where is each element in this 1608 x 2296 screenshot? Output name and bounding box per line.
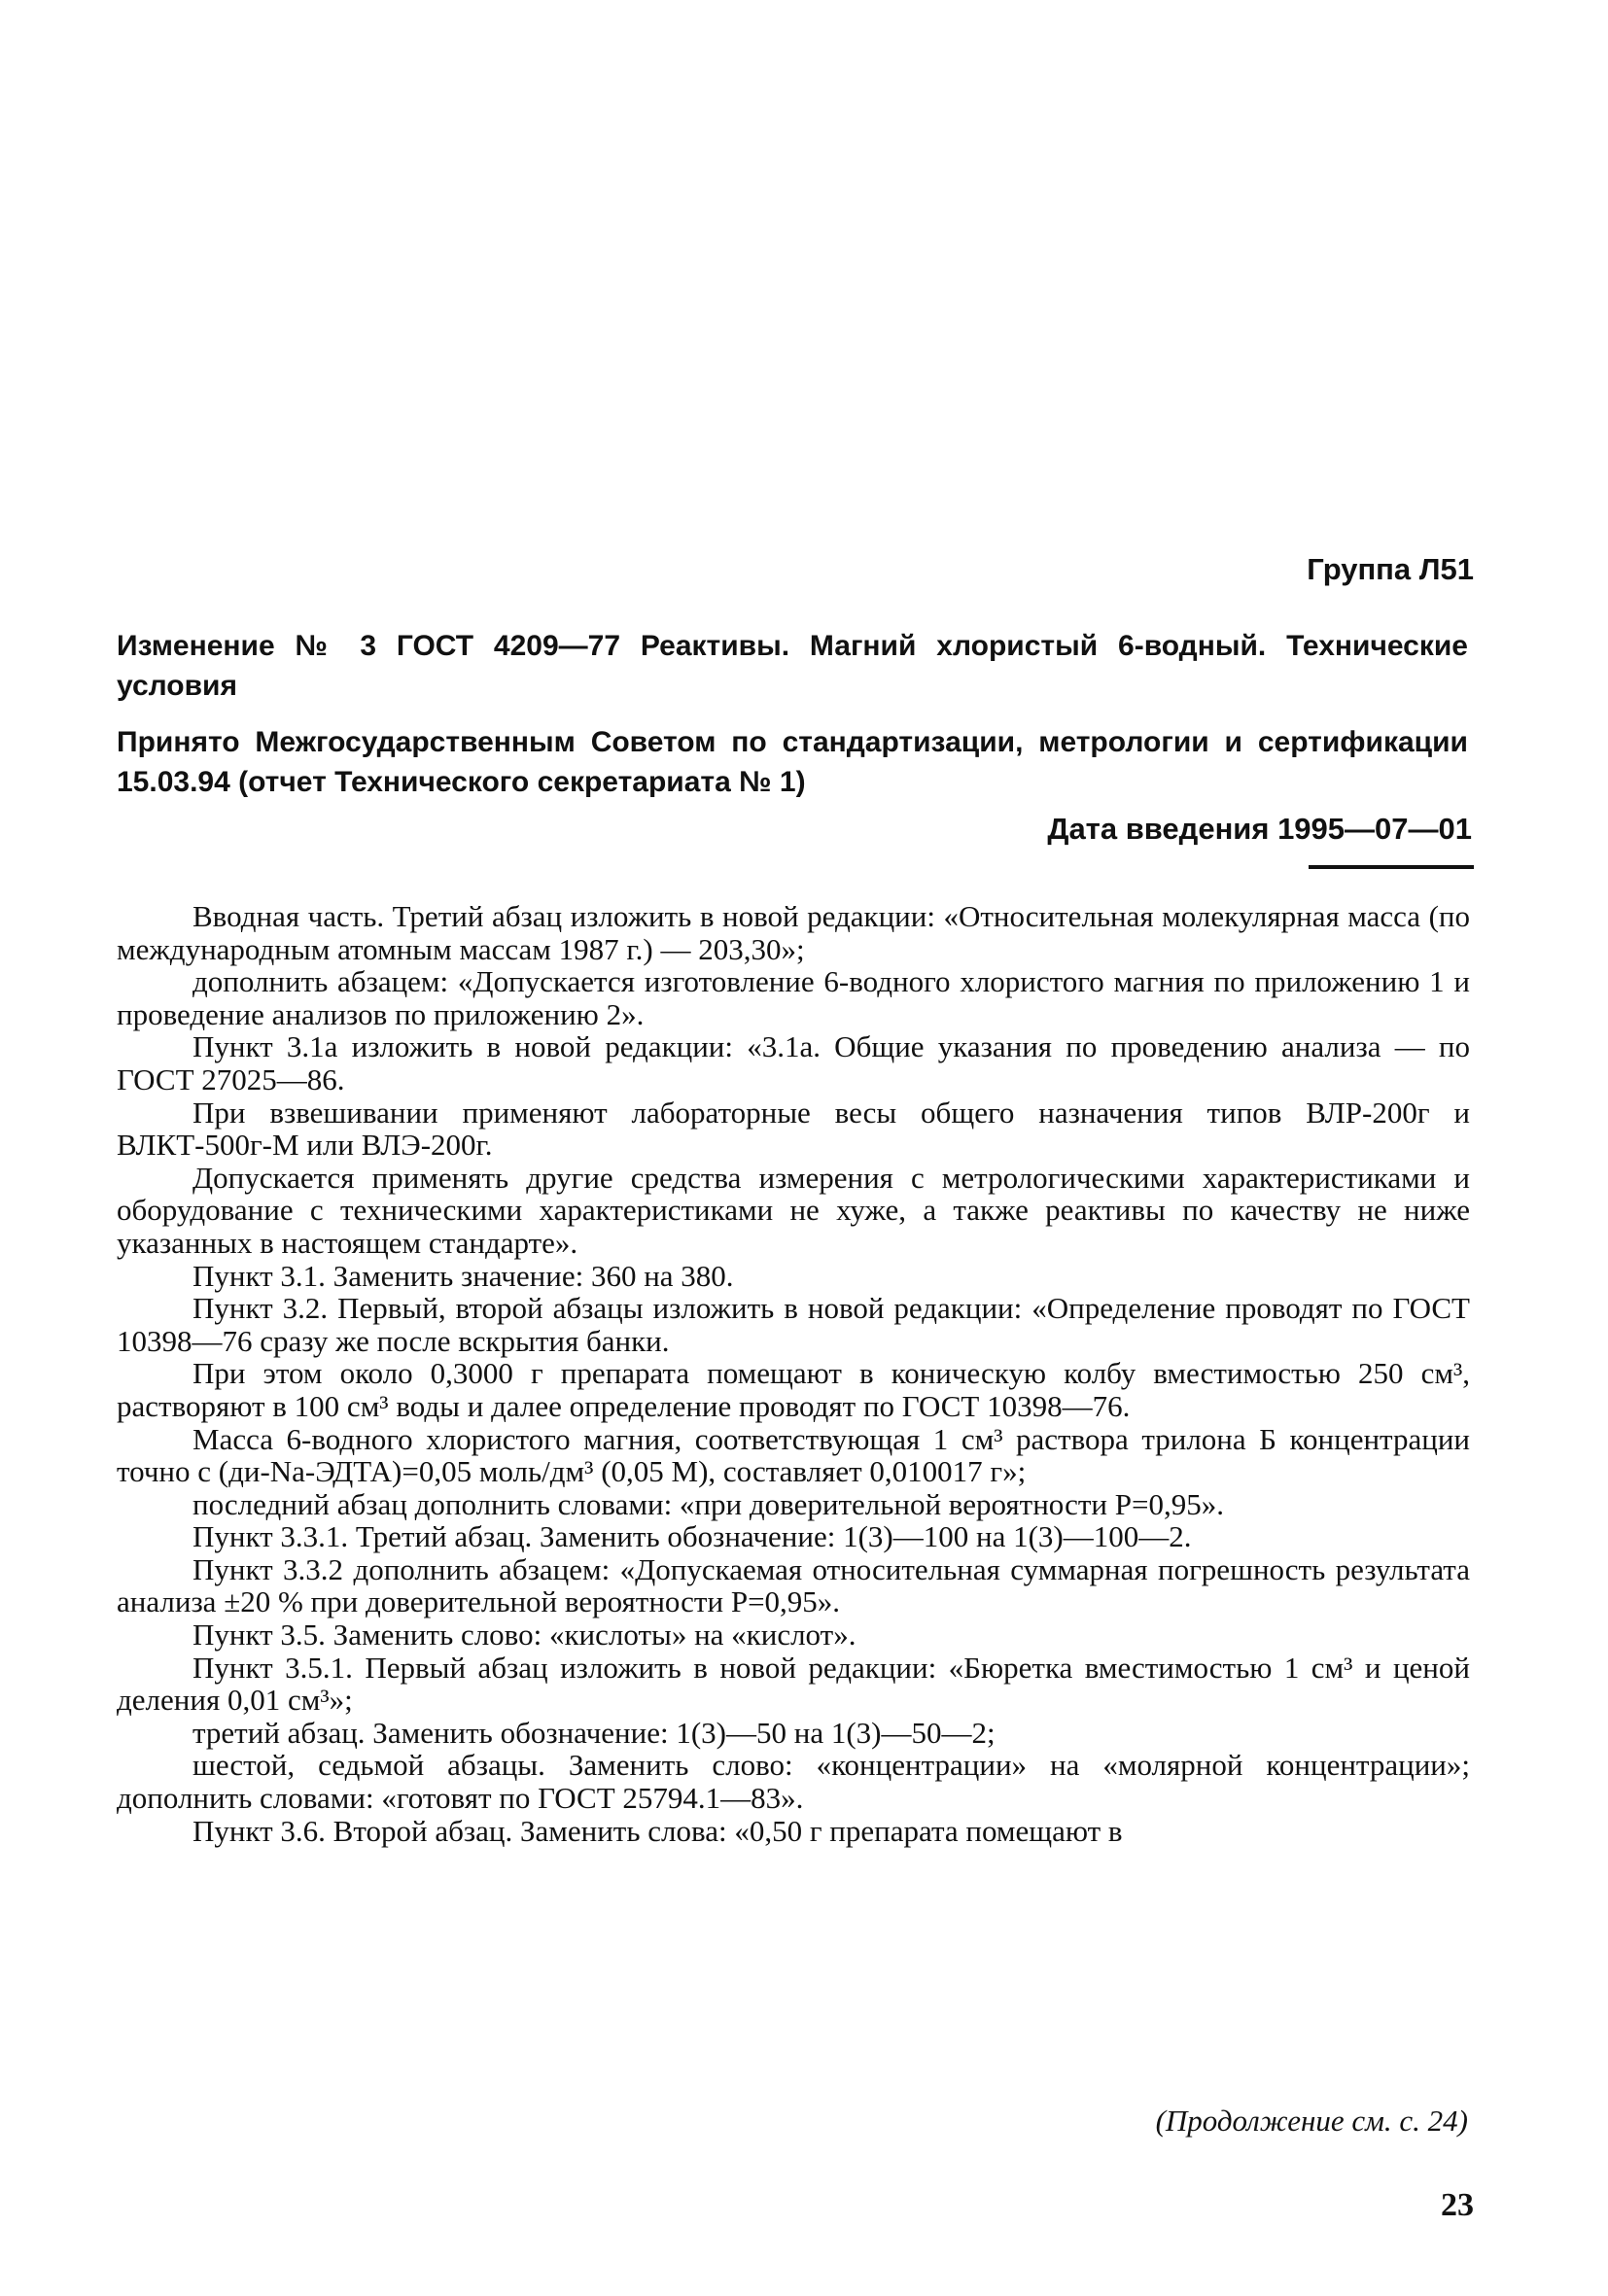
paragraph: Пункт 3.3.2 дополнить абзацем: «Допускаемая относительная суммарная погрешность результата анализа ±20 % при доверительной вероятности Р=0,95».: [117, 1551, 1470, 1619]
paragraph: Вводная часть. Третий абзац изложить в новой редакции: «Относительная молекулярная масса (по международным атомным массам 1987 г.) — 203,30»;: [117, 899, 1470, 966]
change-title: Изменение № 3 ГОСТ 4209—77 Реактивы. Магний хлористый 6-водный. Технические условия: [117, 630, 1468, 702]
adoption-statement: Принято Межгосударственным Советом по стандартизации, метрологии и сертификации 15.03.94 (отчет Технического секретариата № 1): [117, 726, 1468, 798]
paragraph: Пункт 3.5.1. Первый абзац изложить в новой редакции: «Бюретка вместимостью 1 см³ и ценой деления 0,01 см³»;: [117, 1650, 1470, 1718]
introduction-date: Дата введения 1995—07—01: [1047, 812, 1472, 846]
paragraph: Пункт 3.1. Заменить значение: 360 на 380.: [192, 1258, 734, 1293]
continuation-note: (Продолжение см. с. 24): [1155, 2104, 1468, 2138]
date-underline: [1309, 865, 1474, 869]
paragraph: Пункт 3.1а изложить в новой редакции: «3.1а. Общие указания по проведению анализа — по ГОСТ 27025—86.: [117, 1029, 1470, 1096]
paragraph: При этом около 0,3000 г препарата помещают в коническую колбу вместимостью 250 см³, растворяют в 100 см³ воды и далее определение проводят по ГОСТ 10398—76.: [117, 1356, 1470, 1423]
document-body: [117, 900, 1470, 1847]
paragraph: последний абзац дополнить словами: «при доверительной вероятности Р=0,95».: [192, 1486, 1224, 1521]
page-number: 23: [1441, 2187, 1474, 2223]
paragraph: дополнить абзацем: «Допускается изготовление 6-водного хлористого магния по приложению 1 и проведение анализов по приложению 2».: [117, 964, 1470, 1031]
group-label: Группа Л51: [1307, 552, 1474, 586]
paragraph: Допускается применять другие средства измерения с метрологическими характеристиками и оборудование с техническими характеристиками не хуже, а также реактивы по качеству не ниже указанных в настоящем стандарте».: [117, 1160, 1470, 1260]
paragraph: Масса 6-водного хлористого магния, соответствующая 1 см³ раствора трилона Б концентрации точно с (ди-Na-ЭДТА)=0,05 моль/дм³ (0,05 М), составляет 0,010017 г»;: [117, 1421, 1470, 1489]
paragraph: третий абзац. Заменить обозначение: 1(3)—50 на 1(3)—50—2;: [192, 1715, 996, 1750]
paragraph: Пункт 3.6. Второй абзац. Заменить слова: «0,50 г препарата помещают в: [192, 1813, 1123, 1848]
paragraph: Пункт 3.2. Первый, второй абзацы изложить в новой редакции: «Определение проводят по ГОСТ 10398—76 сразу же после вскрытия банки.: [117, 1291, 1470, 1358]
paragraph: При взвешивании применяют лабораторные весы общего назначения типов ВЛР-200г и ВЛКТ-500г-М или ВЛЭ-200г.: [117, 1095, 1470, 1163]
paragraph: шестой, седьмой абзацы. Заменить слово: «концентрации» на «молярной концентрации»; дополнить словами: «готовят по ГОСТ 25794.1—83».: [117, 1748, 1470, 1816]
paragraph: Пункт 3.5. Заменить слово: «кислоты» на «кислот».: [192, 1618, 856, 1652]
paragraph: Пункт 3.3.1. Третий абзац. Заменить обозначение: 1(3)—100 на 1(3)—100—2.: [192, 1519, 1192, 1554]
